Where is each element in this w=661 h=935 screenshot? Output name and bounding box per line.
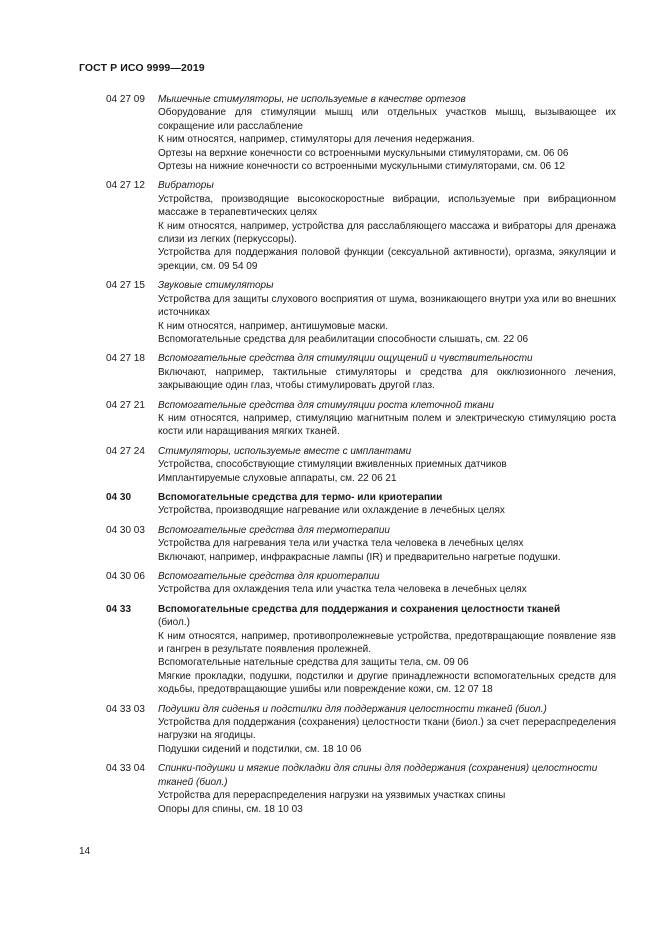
entry-title: Вспомогательные средства для поддержания и сохранения целостности тканей	[158, 603, 561, 615]
classification-entry	[106, 524, 616, 564]
entry-text: Оборудование для стимуляции мышц или отдельных участков мышц, вызывающее их сокращение или расслабление	[158, 107, 616, 132]
classification-entry	[106, 352, 616, 392]
entry-body	[158, 491, 616, 518]
page-number: 14	[79, 846, 91, 857]
entry-text: Опоры для спины, см. 18 10 03	[158, 803, 303, 815]
entry-text: Имплантируемые слуховые аппараты, см. 22 06 21	[158, 472, 397, 484]
entry-body	[158, 703, 616, 757]
entry-code: 04 27 18	[106, 353, 145, 365]
entry-text: Включают, например, тактильные стимуляторы и средства для окклюзионного лечения, закрывающие один глаз, чтобы стимулировать другой глаз.	[158, 366, 616, 392]
entry-code: 04 33	[106, 603, 132, 615]
entry-title: Спинки-подушки и мягкие подкладки для спины для поддержания (сохранения) целостности тканей (биол.)	[158, 763, 598, 788]
entry-body	[158, 279, 616, 346]
classification-entry	[106, 603, 616, 697]
entry-code: 04 27 09	[106, 94, 145, 105]
entry-title: Вспомогательные средства для термотерапии	[158, 524, 390, 536]
document-header: ГОСТ Р ИСО 9999—2019	[79, 62, 205, 74]
entry-text: Устройства для перераспределения нагрузки на уязвимых участках спины	[158, 790, 506, 802]
entry-text: Устройства для охлаждения тела или участка тела человека в лечебных целях	[158, 584, 527, 596]
entry-text: К ним относятся, например, стимуляторы для лечения недержания.	[158, 134, 475, 146]
entry-code: 04 27 21	[106, 399, 145, 411]
entry-text: Мягкие прокладки, подушки, подстилки и другие принадлежности вспомогательных средств для ходьбы, предотвращающие ушибы или повреждение кожи, см. 12 07 18	[158, 670, 616, 696]
classification-entry	[106, 279, 616, 346]
entry-code: 04 30	[106, 491, 132, 503]
entry-text: Вспомогательные нательные средства для защиты тела, см. 09 06	[158, 657, 469, 669]
entry-text: Устройства для поддержания половой функции (сексуальной активности), оргазма, эякуляции и эрекции, см. 09 54 09	[158, 247, 616, 272]
entry-body	[158, 524, 616, 564]
entry-text: К ним относятся, например, антишумовые маски.	[158, 320, 389, 332]
entry-title: Стимуляторы, используемые вместе с имплантами	[158, 445, 412, 457]
entry-code: 04 30 06	[106, 571, 145, 582]
entry-text: К ним относятся, например, противопролежневые устройства, предотвращающие появление язв и гангрен в результате появления пролежней.	[158, 630, 616, 656]
entry-code: 04 33 03	[106, 703, 145, 715]
entry-text: К ним относятся, например, стимуляцию магнитным полем и электрическую стимуляцию роста кости или наращивания мягких тканей.	[158, 412, 616, 438]
entry-text: Включают, например, инфракрасные лампы (IR) и предварительно нагретые подушки.	[158, 551, 561, 563]
entry-text: Устройства для защиты слухового восприятия от шума, возникающего внутри уха или во внешних источниках	[158, 293, 616, 319]
entry-title: Вибраторы	[158, 180, 214, 192]
entry-text: Устройства, способствующие стимуляции вживленных приемных датчиков	[158, 459, 507, 471]
entry-text: Устройства, производящие высокоскоростные вибрации, используемые при вибрационном массаже в терапевтических целях	[158, 193, 616, 219]
entry-text: Вспомогательные средства для реабилитации способности слышать, см. 22 06	[158, 333, 529, 345]
entry-body	[158, 445, 616, 485]
entry-title: Мышечные стимуляторы, не используемые в качестве ортезов	[158, 94, 466, 105]
entry-title: Звуковые стимуляторы	[158, 280, 274, 292]
entry-body	[158, 179, 616, 273]
document-body	[106, 93, 616, 822]
entry-text: Ортезы на верхние конечности со встроенными мускульными стимуляторами, см. 06 06	[158, 147, 569, 159]
entry-text: Ортезы на нижние конечности со встроенными мускульными стимуляторами, см. 06 12	[158, 161, 565, 173]
entry-code: 04 33 04	[106, 763, 145, 775]
entry-title: Вспомогательные средства для стимуляции роста клеточной ткани	[158, 399, 494, 411]
classification-entry	[106, 445, 616, 485]
classification-entry	[106, 762, 616, 816]
entry-title: Вспомогательные средства для криотерапии	[158, 571, 380, 582]
classification-entry	[106, 93, 616, 173]
classification-entry	[106, 399, 616, 439]
entry-title: Подушки для сиденья и подстилки для поддержания целостности тканей (биол.)	[158, 703, 547, 715]
classification-entry	[106, 179, 616, 273]
entry-text: Устройства, производящие нагревание или охлаждение в лечебных целях	[158, 505, 505, 517]
entry-code: 04 27 24	[106, 445, 145, 457]
entry-code: 04 27 12	[106, 180, 145, 192]
entry-code: 04 30 03	[106, 524, 145, 536]
entry-text: Устройства для поддержания (сохранения) целостности ткани (биол.) за счет перераспределения нагрузки на ягодицы.	[158, 717, 616, 742]
entry-body	[158, 603, 616, 697]
entry-text: (биол.)	[158, 617, 190, 629]
entry-body	[158, 570, 616, 597]
classification-entry	[106, 703, 616, 757]
entry-body	[158, 93, 616, 173]
entry-code: 04 27 15	[106, 280, 145, 292]
entry-body	[158, 352, 616, 392]
entry-body	[158, 399, 616, 439]
entry-title: Вспомогательные средства для стимуляции ощущений и чувствительности	[158, 353, 533, 365]
classification-entry	[106, 491, 616, 518]
entry-body	[158, 762, 616, 816]
entry-text: К ним относятся, например, устройства для расслабляющего массажа и вибраторы для дренажа слизи из легких (перкуссоры).	[158, 220, 616, 246]
entry-text: Подушки сидений и подстилки, см. 18 10 06	[158, 743, 362, 755]
entry-title: Вспомогательные средства для термо- или криотерапии	[158, 491, 443, 503]
classification-entry	[106, 570, 616, 597]
entry-text: Устройства для нагревания тела или участка тела человека в лечебных целях	[158, 538, 524, 550]
